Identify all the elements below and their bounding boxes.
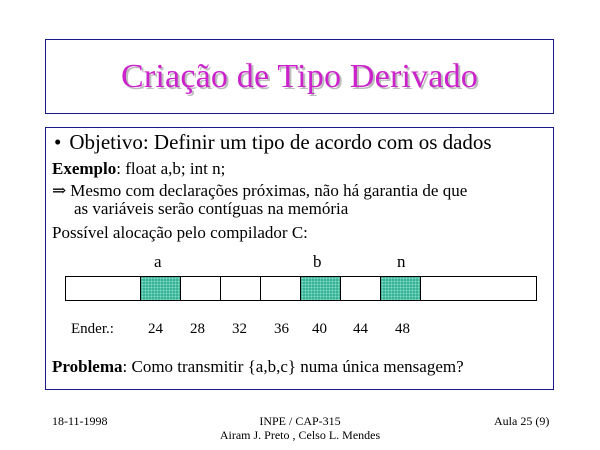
memory-cell-empty	[261, 277, 301, 300]
memory-cell-empty	[66, 277, 141, 300]
variable-label-n: n	[397, 252, 406, 271]
variable-label-a: a	[154, 252, 162, 271]
footer-date: 18-11-1998	[52, 414, 108, 428]
address-value: 36	[274, 321, 289, 337]
slide-title: Criação de Tipo Derivado	[120, 57, 479, 95]
footer-lecture: Aula 25 (9)	[494, 414, 550, 428]
slide-title-box	[45, 39, 554, 114]
address-label: Ender.:	[71, 321, 114, 337]
address-value: 32	[232, 321, 247, 337]
problem-text: : Como transmitir {a,b,c} numa única mensagem?	[122, 357, 464, 376]
memory-diagram	[65, 276, 537, 301]
memory-cell-empty	[221, 277, 261, 300]
allocation-text: Possível alocação pelo compilador C:	[52, 223, 308, 242]
problem-line	[52, 357, 464, 376]
implication-line-1	[52, 181, 467, 200]
address-value: 40	[312, 321, 327, 337]
problem-label: Problema	[52, 357, 123, 376]
variable-label-b: b	[313, 252, 322, 271]
objective-bullet	[54, 130, 492, 155]
bullet-dot-icon: •	[54, 130, 62, 154]
address-value: 44	[353, 321, 368, 337]
memory-cell-a	[141, 277, 181, 300]
footer-authors: Airam J. Preto , Celso L. Mendes	[219, 428, 381, 442]
implication-line-2: as variáveis serão contíguas na memória	[74, 199, 349, 218]
memory-cell-empty	[181, 277, 221, 300]
slide-content-box	[45, 127, 554, 390]
example-text: : float a,b; int n;	[116, 159, 226, 178]
implies-arrow-icon: ⇒	[52, 181, 67, 200]
address-value: 28	[190, 321, 205, 337]
address-value: 24	[148, 321, 163, 337]
example-label: Exemplo	[52, 159, 117, 178]
address-value: 48	[395, 321, 410, 337]
memory-cell-n	[381, 277, 421, 300]
footer-course: INPE / CAP-315	[259, 414, 341, 428]
memory-cell-empty	[341, 277, 381, 300]
memory-cell-b	[301, 277, 341, 300]
memory-cell-empty	[421, 277, 536, 300]
implication-text-1: Mesmo com declarações próximas, não há garantia de que	[70, 181, 468, 200]
example-line	[52, 159, 225, 178]
objective-text: Objetivo: Definir um tipo de acordo com os dados	[69, 130, 492, 154]
